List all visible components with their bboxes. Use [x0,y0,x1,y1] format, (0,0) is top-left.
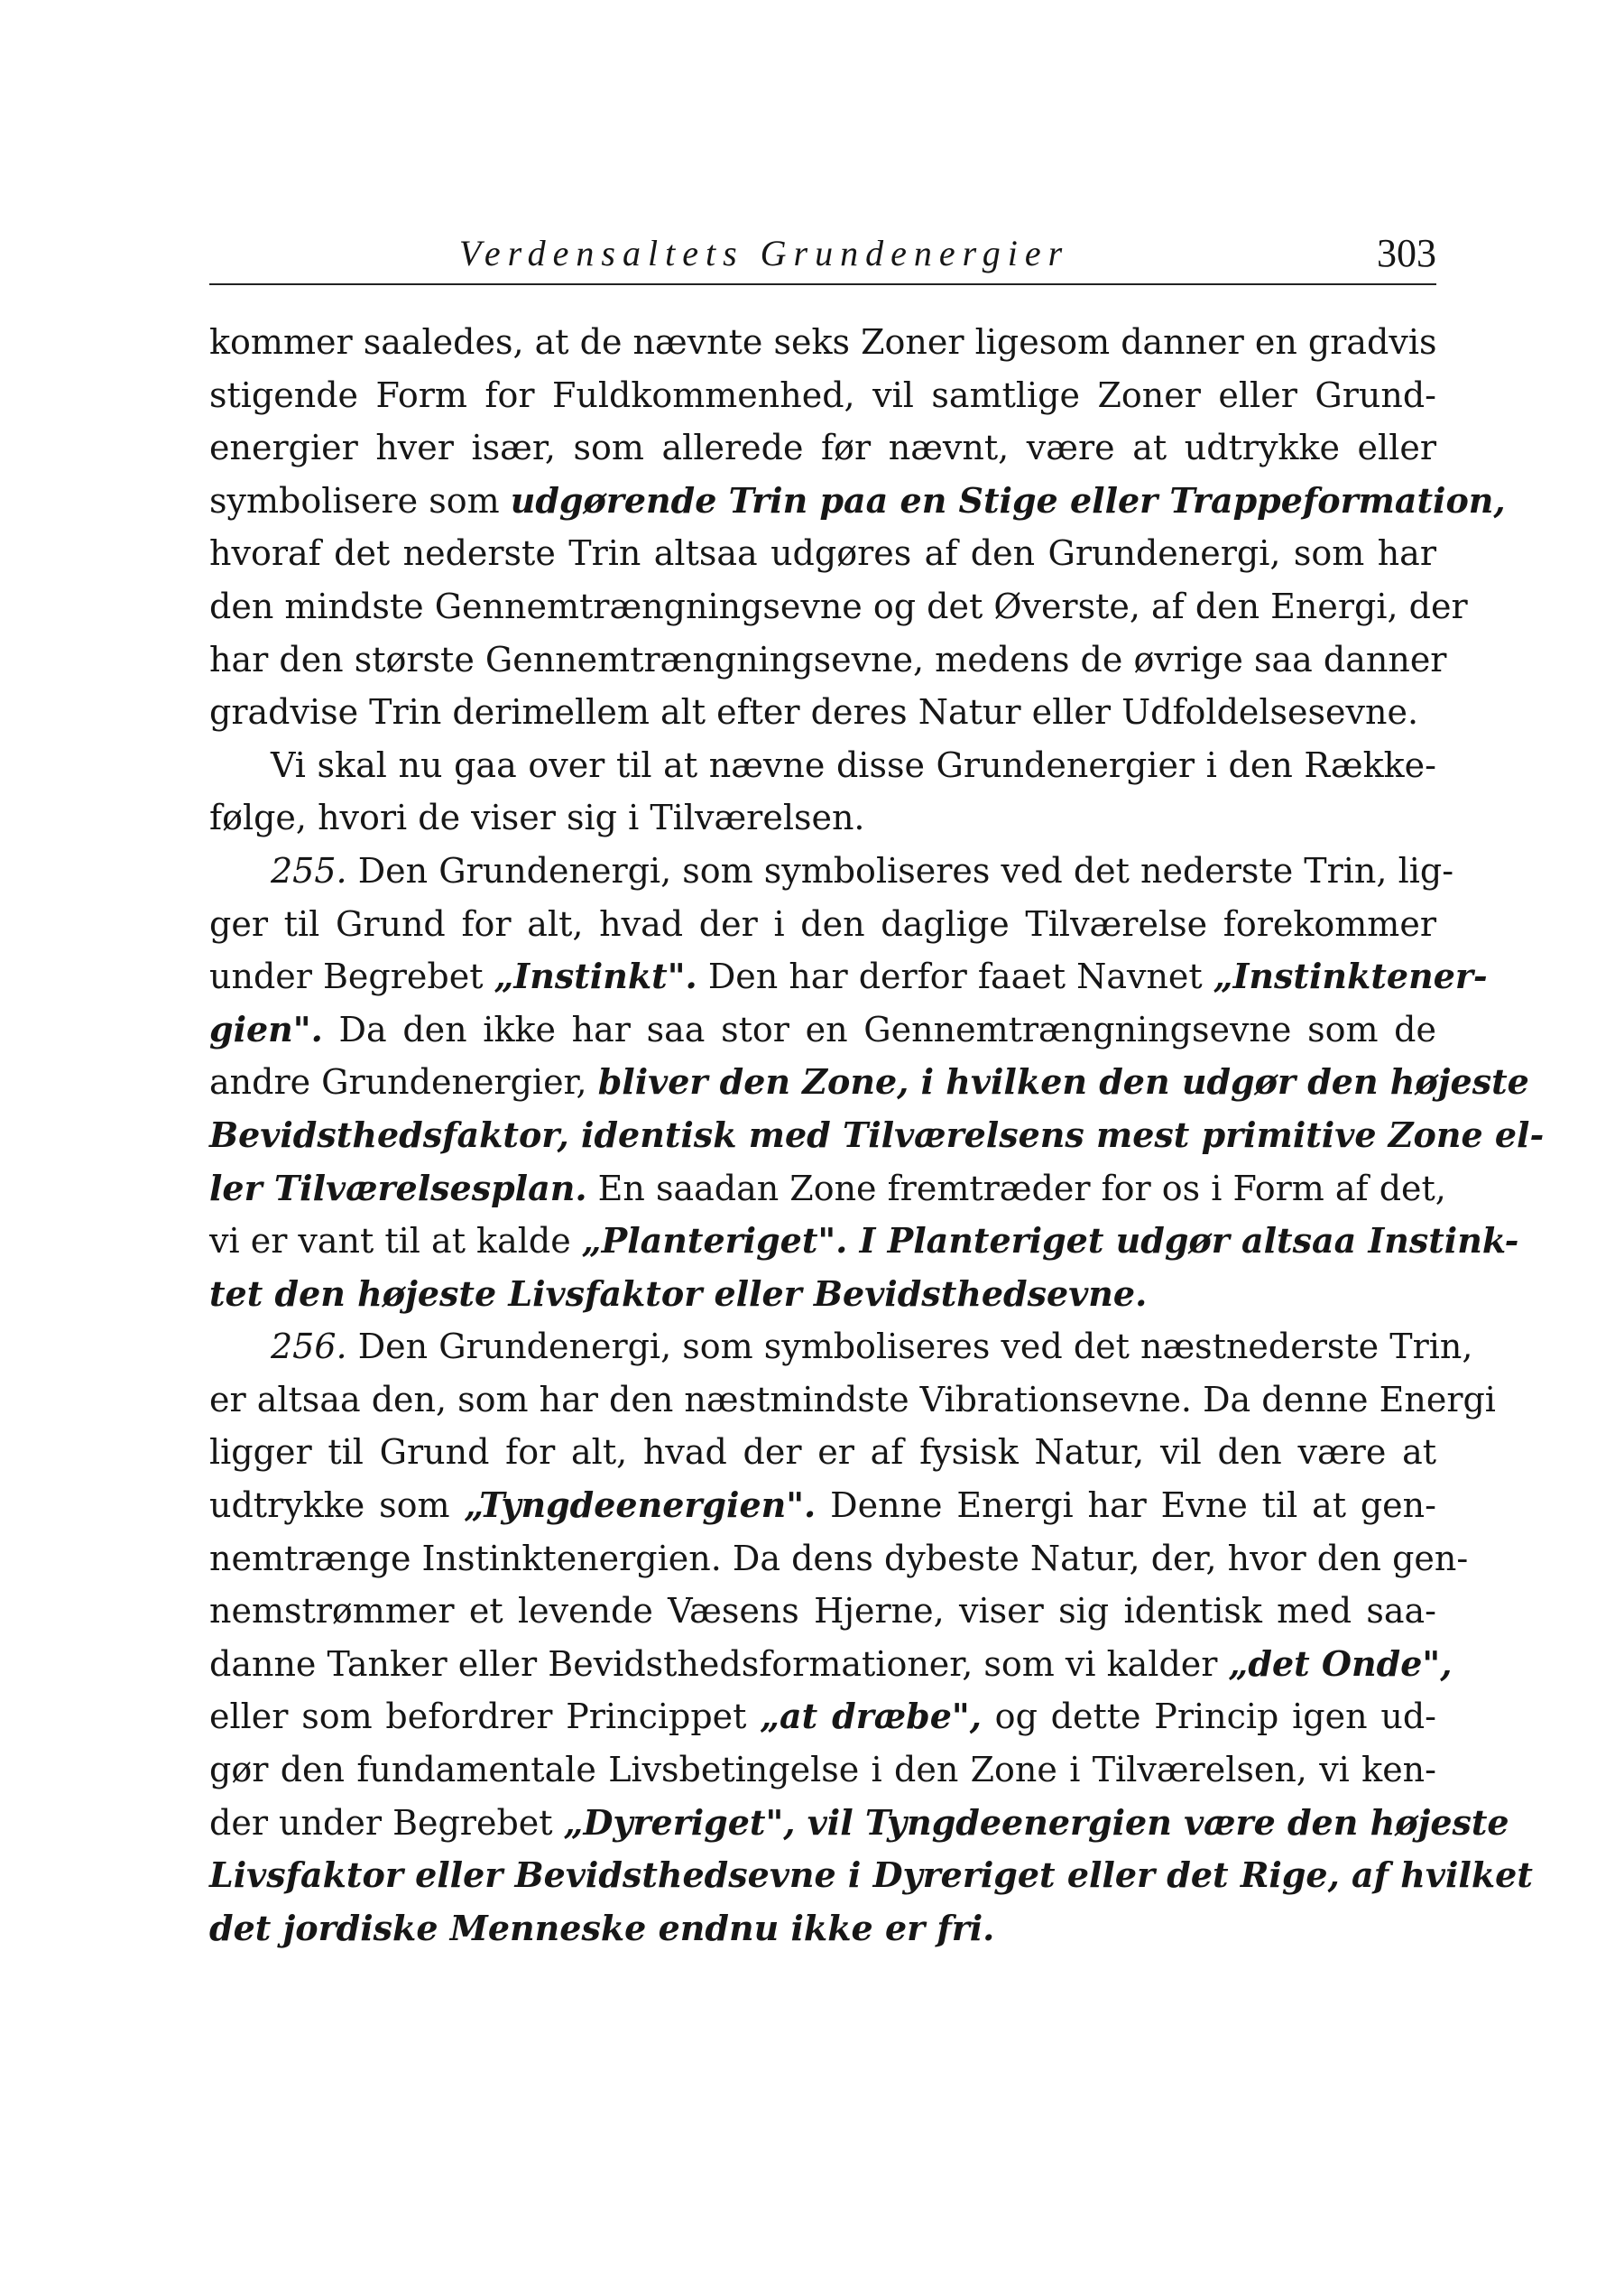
emphasis-text: „Planteriget". I Planteriget udgør altsaa Instink- [581,1220,1519,1262]
text-line [209,580,1468,633]
text-line [209,686,1436,739]
emphasis-text: Livsfaktor eller Bevidsthedsevne i Dyreriget eller det Rige, af hvilket [209,1854,1533,1896]
text-line [209,1479,1436,1532]
line-text: Vi skal nu gaa over til at nævne disse Grundenergier i den Række- [271,744,1436,785]
emphasis-text: „at dræbe", [760,1696,982,1737]
line-text: Denne Energi har Evne til at gen- [816,1485,1436,1526]
line-text: danne Tanker eller Bevidsthedsformationer, som vi kalder [209,1643,1229,1684]
text-line [209,1109,1545,1162]
line-text: vi er vant til at kalde [209,1221,582,1262]
text-line [209,1373,1496,1427]
line-text: under Begrebet [209,957,494,997]
line-text: gradvise Trin derimellem alt efter deres Natur eller Udfoldelsesevne. [209,692,1419,733]
text-line [209,1162,1446,1216]
text-line [209,1849,1533,1902]
line-text: udtrykke som [209,1485,465,1526]
line-text: Den Grundenergi, som symboliseres ved det nederste Trin, lig- [346,850,1454,891]
text-line [209,316,1436,369]
line-text: Den har derfor faaet Navnet [697,957,1213,997]
emphasis-text: Bevidsthedsfaktor, identisk med Tilværelsens mest primitive Zone el- [209,1114,1545,1155]
line-text: den mindste Gennemtrængningsevne og det Øverste, af den Energi, der [209,586,1468,626]
text-line [209,1743,1436,1797]
line-text: Den Grundenergi, som symboliseres ved det næstnederste Trin, [346,1327,1473,1367]
emphasis-text: gien". [209,1008,323,1049]
text-line [209,1003,1436,1057]
paragraph-number: 256. [271,1327,347,1367]
line-text: En saadan Zone fremtræder for os i Form af det, [586,1168,1446,1208]
page-number: 303 [1377,231,1436,275]
text-line [209,421,1436,475]
text-line [209,950,1488,1003]
line-text: kommer saaledes, at de nævnte seks Zoner ligesom danner en gradvis [209,322,1437,362]
emphasis-text: „Tyngdeenergien". [464,1484,817,1526]
line-text: har den største Gennemtrængningsevne, medens de øvrige saa danner [209,639,1447,680]
emphasis-text: det jordiske Menneske endnu ikke er fri. [209,1907,995,1948]
text-line [209,791,1436,845]
text-line [209,1215,1519,1268]
emphasis-text: „Dyreriget", vil Tyngdeenergien være den højeste [563,1801,1509,1843]
text-line [209,1690,1436,1743]
paragraph-number: 255. [271,850,347,891]
text-line [209,1426,1436,1479]
text-line [209,845,1454,898]
emphasis-text: udgørende Trin paa en Stige eller Trappeformation, [510,479,1506,521]
running-header [209,227,1436,285]
text-line [209,1056,1529,1109]
text-line [209,369,1436,422]
text-line [209,1797,1509,1850]
line-text: hvoraf det nederste Trin altsaa udgøres af den Grundenergi, som har [209,533,1436,574]
line-text: stigende Form for Fuldkommenhed, vil samtlige Zoner eller Grund- [209,374,1436,415]
text-line [209,898,1436,951]
emphasis-text: tet den højeste Livsfaktor eller Bevidsthedsevne. [209,1272,1148,1314]
text-line [209,1532,1469,1586]
text-line [209,739,1436,792]
line-text: er altsaa den, som har den næstmindste Vibrationsevne. Da denne Energi [209,1379,1496,1419]
line-text: og dette Princip igen ud- [981,1697,1436,1737]
line-text: symbolisere som [209,480,511,521]
line-text: nemstrømmer et levende Væsens Hjerne, viser sig identisk med saa- [209,1591,1436,1632]
emphasis-text: ler Tilværelsesplan. [209,1167,587,1208]
text-line [209,1268,1436,1321]
text-line [209,1902,1436,1956]
line-text: andre Grundenergier, [209,1062,598,1103]
text-line [209,633,1447,687]
running-title: Verdensaltets Grundenergier [458,233,1070,273]
body-text [209,316,1545,1955]
emphasis-text: „Instinktener- [1213,956,1488,997]
line-text: energier hver især, som allerede før nævnt, være at udtrykke eller [209,428,1436,468]
emphasis-text: „Instinkt". [494,956,697,997]
text-line [209,475,1506,528]
line-text: gør den fundamentale Livsbetingelse i den Zone i Tilværelsen, vi ken- [209,1750,1436,1790]
line-text: nemtrænge Instinktenergien. Da dens dybeste Natur, der, hvor den gen- [209,1538,1469,1578]
line-text: ger til Grund for alt, hvad der i den daglige Tilværelse forekommer [209,903,1436,944]
line-text: følge, hvori de viser sig i Tilværelsen. [209,798,865,838]
line-text: eller som befordrer Princippet [209,1697,761,1737]
line-text: Da den ikke har saa stor en Gennemtrængningsevne som de [322,1009,1436,1049]
emphasis-text: „det Onde", [1228,1642,1453,1684]
text-line [209,1320,1473,1373]
line-text: ligger til Grund for alt, hvad der er af fysisk Natur, vil den være at [209,1432,1436,1473]
text-line [209,1585,1436,1638]
emphasis-text: bliver den Zone, i hvilken den udgør den højeste [597,1061,1529,1103]
text-line [209,1638,1453,1691]
line-text: der under Begrebet [209,1802,564,1843]
text-line [209,527,1436,580]
